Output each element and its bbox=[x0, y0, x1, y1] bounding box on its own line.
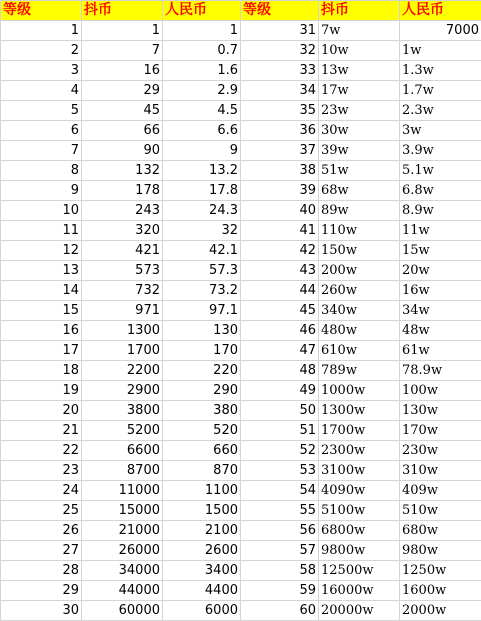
rmb-cell: 4.5 bbox=[163, 101, 241, 121]
rmb-cell: 73.2 bbox=[163, 281, 241, 301]
coins-cell: 2200 bbox=[82, 361, 163, 381]
table-row bbox=[1, 41, 481, 61]
level-cell: 5 bbox=[1, 101, 82, 121]
level-cell: 7 bbox=[1, 141, 82, 161]
level-cell: 25 bbox=[1, 501, 82, 521]
rmb-cell: 1100 bbox=[163, 481, 241, 501]
coins-cell: 732 bbox=[82, 281, 163, 301]
coins-cell: 1300 bbox=[82, 321, 163, 341]
table-row bbox=[1, 121, 481, 141]
rmb-cell: 870 bbox=[163, 461, 241, 481]
rmb-cell: 2.3w bbox=[400, 101, 481, 121]
coins-cell: 11000 bbox=[82, 481, 163, 501]
table-row bbox=[1, 201, 481, 221]
table-row bbox=[1, 481, 481, 501]
coins-cell: 89w bbox=[319, 201, 400, 221]
level-cell: 15 bbox=[1, 301, 82, 321]
rmb-cell: 6000 bbox=[163, 601, 241, 621]
table-row bbox=[1, 161, 481, 181]
rmb-cell: 1500 bbox=[163, 501, 241, 521]
level-cell: 31 bbox=[241, 21, 319, 41]
coins-cell: 1 bbox=[82, 21, 163, 41]
rmb-cell: 13.2 bbox=[163, 161, 241, 181]
table-row bbox=[1, 501, 481, 521]
rmb-cell: 380 bbox=[163, 401, 241, 421]
coins-cell: 16000w bbox=[319, 581, 400, 601]
rmb-cell: 3w bbox=[400, 121, 481, 141]
rmb-cell: 1.6 bbox=[163, 61, 241, 81]
coins-cell: 243 bbox=[82, 201, 163, 221]
level-cell: 30 bbox=[1, 601, 82, 621]
level-cell: 6 bbox=[1, 121, 82, 141]
coins-cell: 13w bbox=[319, 61, 400, 81]
rmb-cell: 220 bbox=[163, 361, 241, 381]
coins-cell: 34000 bbox=[82, 561, 163, 581]
level-cell: 37 bbox=[241, 141, 319, 161]
level-cell: 1 bbox=[1, 21, 82, 41]
coins-cell: 90 bbox=[82, 141, 163, 161]
rmb-cell: 1.3w bbox=[400, 61, 481, 81]
table-row bbox=[1, 421, 481, 441]
rmb-cell: 3400 bbox=[163, 561, 241, 581]
rmb-cell: 2100 bbox=[163, 521, 241, 541]
rmb-cell: 409w bbox=[400, 481, 481, 501]
coins-cell: 421 bbox=[82, 241, 163, 261]
rmb-cell: 680w bbox=[400, 521, 481, 541]
rmb-cell: 1250w bbox=[400, 561, 481, 581]
level-cell: 43 bbox=[241, 261, 319, 281]
table-row bbox=[1, 281, 481, 301]
coins-cell: 2300w bbox=[319, 441, 400, 461]
level-cell: 28 bbox=[1, 561, 82, 581]
coins-cell: 340w bbox=[319, 301, 400, 321]
level-cell: 40 bbox=[241, 201, 319, 221]
header-level-2: 等级 bbox=[241, 1, 319, 21]
level-cell: 38 bbox=[241, 161, 319, 181]
coins-cell: 3100w bbox=[319, 461, 400, 481]
level-cell: 2 bbox=[1, 41, 82, 61]
level-cell: 11 bbox=[1, 221, 82, 241]
rmb-cell: 11w bbox=[400, 221, 481, 241]
rmb-cell: 3.9w bbox=[400, 141, 481, 161]
rmb-cell: 980w bbox=[400, 541, 481, 561]
rmb-cell: 32 bbox=[163, 221, 241, 241]
coins-cell: 4090w bbox=[319, 481, 400, 501]
coins-cell: 10w bbox=[319, 41, 400, 61]
coins-cell: 5100w bbox=[319, 501, 400, 521]
level-cell: 60 bbox=[241, 601, 319, 621]
rmb-cell: 2600 bbox=[163, 541, 241, 561]
rmb-cell: 130 bbox=[163, 321, 241, 341]
table-row bbox=[1, 141, 481, 161]
level-cell: 24 bbox=[1, 481, 82, 501]
rmb-cell: 1 bbox=[163, 21, 241, 41]
rmb-cell: 24.3 bbox=[163, 201, 241, 221]
coins-cell: 610w bbox=[319, 341, 400, 361]
coins-cell: 260w bbox=[319, 281, 400, 301]
coins-cell: 60000 bbox=[82, 601, 163, 621]
coins-cell: 21000 bbox=[82, 521, 163, 541]
coins-cell: 789w bbox=[319, 361, 400, 381]
table-row bbox=[1, 221, 481, 241]
table-row bbox=[1, 81, 481, 101]
table-row bbox=[1, 181, 481, 201]
level-cell: 57 bbox=[241, 541, 319, 561]
rmb-cell: 5.1w bbox=[400, 161, 481, 181]
level-cell: 52 bbox=[241, 441, 319, 461]
rmb-cell: 2.9 bbox=[163, 81, 241, 101]
rmb-cell: 660 bbox=[163, 441, 241, 461]
level-cell: 27 bbox=[1, 541, 82, 561]
rmb-cell: 78.9w bbox=[400, 361, 481, 381]
header-coins-1: 抖币 bbox=[82, 1, 163, 21]
coins-cell: 20000w bbox=[319, 601, 400, 621]
coins-cell: 1700 bbox=[82, 341, 163, 361]
rmb-cell: 16w bbox=[400, 281, 481, 301]
table-row bbox=[1, 241, 481, 261]
level-cell: 35 bbox=[241, 101, 319, 121]
level-cell: 29 bbox=[1, 581, 82, 601]
level-cell: 51 bbox=[241, 421, 319, 441]
coins-cell: 8700 bbox=[82, 461, 163, 481]
table-row bbox=[1, 101, 481, 121]
level-cell: 33 bbox=[241, 61, 319, 81]
header-level-1: 等级 bbox=[1, 1, 82, 21]
rmb-cell: 310w bbox=[400, 461, 481, 481]
rmb-cell: 170w bbox=[400, 421, 481, 441]
rmb-cell: 48w bbox=[400, 321, 481, 341]
level-cell: 36 bbox=[241, 121, 319, 141]
level-cell: 18 bbox=[1, 361, 82, 381]
level-cell: 8 bbox=[1, 161, 82, 181]
coins-cell: 12500w bbox=[319, 561, 400, 581]
coins-cell: 110w bbox=[319, 221, 400, 241]
table-row bbox=[1, 341, 481, 361]
rmb-cell: 0.7 bbox=[163, 41, 241, 61]
level-cell: 14 bbox=[1, 281, 82, 301]
level-cell: 39 bbox=[241, 181, 319, 201]
table-row bbox=[1, 561, 481, 581]
level-cell: 44 bbox=[241, 281, 319, 301]
coins-cell: 66 bbox=[82, 121, 163, 141]
coins-cell: 44000 bbox=[82, 581, 163, 601]
rmb-cell: 2000w bbox=[400, 601, 481, 621]
rmb-cell: 61w bbox=[400, 341, 481, 361]
level-cell: 13 bbox=[1, 261, 82, 281]
coins-cell: 1300w bbox=[319, 401, 400, 421]
rmb-cell: 57.3 bbox=[163, 261, 241, 281]
coins-cell: 45 bbox=[82, 101, 163, 121]
level-cell: 3 bbox=[1, 61, 82, 81]
rmb-cell: 6.8w bbox=[400, 181, 481, 201]
coins-cell: 132 bbox=[82, 161, 163, 181]
coins-cell: 6600 bbox=[82, 441, 163, 461]
coins-cell: 39w bbox=[319, 141, 400, 161]
table-row bbox=[1, 581, 481, 601]
table-row bbox=[1, 541, 481, 561]
coins-cell: 5200 bbox=[82, 421, 163, 441]
rmb-cell: 20w bbox=[400, 261, 481, 281]
level-cell: 48 bbox=[241, 361, 319, 381]
level-cell: 32 bbox=[241, 41, 319, 61]
level-cell: 42 bbox=[241, 241, 319, 261]
rmb-cell: 6.6 bbox=[163, 121, 241, 141]
coins-cell: 200w bbox=[319, 261, 400, 281]
rmb-cell: 17.8 bbox=[163, 181, 241, 201]
rmb-cell: 170 bbox=[163, 341, 241, 361]
level-cell: 49 bbox=[241, 381, 319, 401]
coins-cell: 573 bbox=[82, 261, 163, 281]
coins-cell: 480w bbox=[319, 321, 400, 341]
coins-cell: 320 bbox=[82, 221, 163, 241]
coins-cell: 15000 bbox=[82, 501, 163, 521]
rmb-cell: 7000 bbox=[400, 21, 481, 41]
level-cell: 34 bbox=[241, 81, 319, 101]
rmb-cell: 1.7w bbox=[400, 81, 481, 101]
rmb-cell: 510w bbox=[400, 501, 481, 521]
coins-cell: 51w bbox=[319, 161, 400, 181]
level-cell: 19 bbox=[1, 381, 82, 401]
table-row bbox=[1, 401, 481, 421]
table-row bbox=[1, 301, 481, 321]
table-row bbox=[1, 61, 481, 81]
rmb-cell: 8.9w bbox=[400, 201, 481, 221]
level-cell: 9 bbox=[1, 181, 82, 201]
level-cell: 47 bbox=[241, 341, 319, 361]
coins-cell: 971 bbox=[82, 301, 163, 321]
table-row bbox=[1, 441, 481, 461]
level-cell: 46 bbox=[241, 321, 319, 341]
rmb-cell: 520 bbox=[163, 421, 241, 441]
coins-cell: 2900 bbox=[82, 381, 163, 401]
coins-cell: 26000 bbox=[82, 541, 163, 561]
coins-cell: 23w bbox=[319, 101, 400, 121]
table-row bbox=[1, 461, 481, 481]
coins-cell: 178 bbox=[82, 181, 163, 201]
table-row bbox=[1, 361, 481, 381]
table-row bbox=[1, 521, 481, 541]
level-cell: 58 bbox=[241, 561, 319, 581]
rmb-cell: 100w bbox=[400, 381, 481, 401]
level-cell: 56 bbox=[241, 521, 319, 541]
coins-cell: 68w bbox=[319, 181, 400, 201]
rmb-cell: 34w bbox=[400, 301, 481, 321]
coins-cell: 7w bbox=[319, 21, 400, 41]
rmb-cell: 230w bbox=[400, 441, 481, 461]
header-row bbox=[1, 1, 481, 21]
level-cell: 50 bbox=[241, 401, 319, 421]
level-cell: 41 bbox=[241, 221, 319, 241]
rmb-cell: 130w bbox=[400, 401, 481, 421]
rmb-cell: 4400 bbox=[163, 581, 241, 601]
level-cell: 21 bbox=[1, 421, 82, 441]
table-row bbox=[1, 381, 481, 401]
level-cell: 26 bbox=[1, 521, 82, 541]
level-cell: 22 bbox=[1, 441, 82, 461]
coins-cell: 7 bbox=[82, 41, 163, 61]
rmb-cell: 15w bbox=[400, 241, 481, 261]
level-cell: 23 bbox=[1, 461, 82, 481]
level-cell: 20 bbox=[1, 401, 82, 421]
rmb-cell: 9 bbox=[163, 141, 241, 161]
level-cell: 45 bbox=[241, 301, 319, 321]
table-row bbox=[1, 21, 481, 41]
rmb-cell: 290 bbox=[163, 381, 241, 401]
level-cell: 10 bbox=[1, 201, 82, 221]
level-cell: 12 bbox=[1, 241, 82, 261]
rmb-cell: 1w bbox=[400, 41, 481, 61]
level-cell: 4 bbox=[1, 81, 82, 101]
level-cell: 17 bbox=[1, 341, 82, 361]
header-rmb-1: 人民币 bbox=[163, 1, 241, 21]
coins-cell: 1000w bbox=[319, 381, 400, 401]
rmb-cell: 1600w bbox=[400, 581, 481, 601]
coins-cell: 6800w bbox=[319, 521, 400, 541]
level-cell: 59 bbox=[241, 581, 319, 601]
table-row bbox=[1, 261, 481, 281]
coins-cell: 16 bbox=[82, 61, 163, 81]
coins-cell: 150w bbox=[319, 241, 400, 261]
level-cell: 53 bbox=[241, 461, 319, 481]
level-cell: 54 bbox=[241, 481, 319, 501]
coins-cell: 9800w bbox=[319, 541, 400, 561]
rmb-cell: 97.1 bbox=[163, 301, 241, 321]
rmb-cell: 42.1 bbox=[163, 241, 241, 261]
coins-cell: 1700w bbox=[319, 421, 400, 441]
coins-cell: 3800 bbox=[82, 401, 163, 421]
header-rmb-2: 人民币 bbox=[400, 1, 481, 21]
table-row bbox=[1, 601, 481, 621]
level-cell: 16 bbox=[1, 321, 82, 341]
coins-cell: 29 bbox=[82, 81, 163, 101]
coins-cell: 30w bbox=[319, 121, 400, 141]
level-cell: 55 bbox=[241, 501, 319, 521]
coins-cell: 17w bbox=[319, 81, 400, 101]
table-row bbox=[1, 321, 481, 341]
header-coins-2: 抖币 bbox=[319, 1, 400, 21]
